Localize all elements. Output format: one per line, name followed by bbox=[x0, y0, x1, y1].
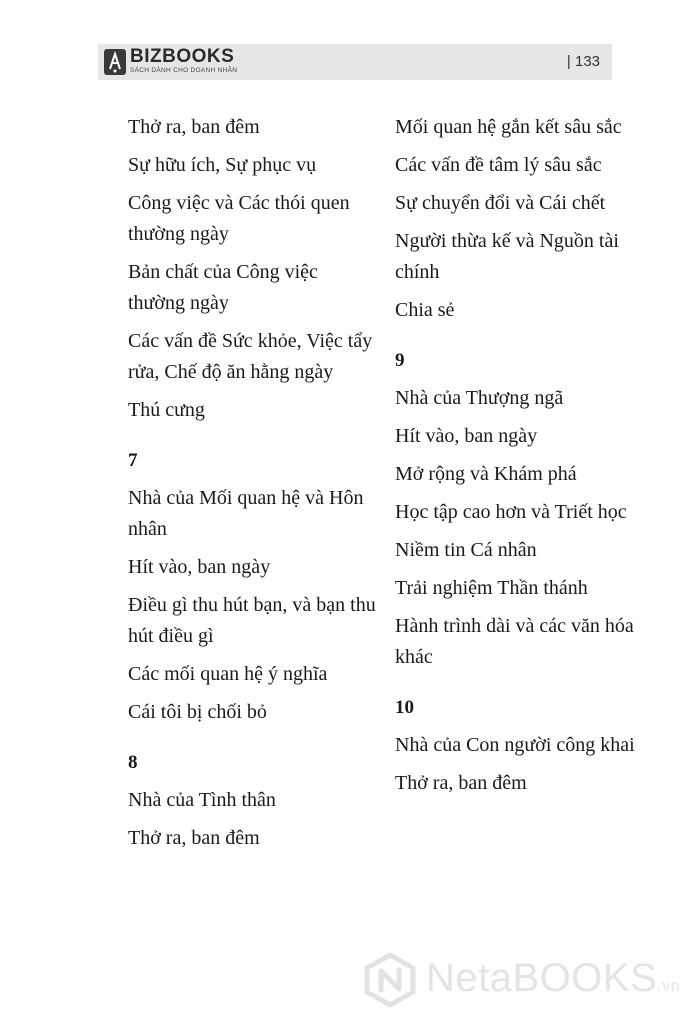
list-item: Nhà của Mối quan hệ và Hôn nhân bbox=[128, 487, 364, 540]
list-item: Thở ra, ban đêm bbox=[128, 827, 260, 849]
list-item: Hít vào, ban ngày bbox=[395, 425, 538, 447]
section-number-10: 10 bbox=[395, 697, 414, 718]
list-item: Công việc và Các thói quen thường ngày bbox=[128, 192, 350, 245]
list-item: Điều gì thu hút bạn, và bạn thu hút điều gì bbox=[128, 594, 376, 647]
list-item: Thở ra, ban đêm bbox=[395, 772, 527, 794]
section-number-7: 7 bbox=[128, 450, 138, 471]
list-item: Người thừa kế và Nguồn tài chính bbox=[395, 230, 619, 283]
list-item: Hành trình dài và các văn hóa khác bbox=[395, 615, 634, 668]
list-item: Nhà của Thượng ngã bbox=[395, 387, 564, 409]
brand-tagline: SÁCH DÀNH CHO DOANH NHÂN bbox=[130, 67, 238, 74]
list-item: Nhà của Con người công khai bbox=[395, 734, 635, 756]
watermark-text bbox=[426, 956, 680, 1009]
list-item: Thở ra, ban đêm bbox=[128, 116, 260, 138]
list-item: Chia sẻ bbox=[395, 299, 455, 321]
bizbooks-logo-icon bbox=[104, 49, 126, 75]
watermark-brand: NetaBOOKS bbox=[426, 956, 658, 1000]
list-item: Nhà của Tình thân bbox=[128, 789, 276, 811]
list-item: Mở rộng và Khám phá bbox=[395, 463, 577, 485]
list-item: Thú cưng bbox=[128, 399, 205, 421]
section-number-9: 9 bbox=[395, 350, 405, 371]
right-column bbox=[395, 112, 645, 806]
list-item: Các vấn đề tâm lý sâu sắc bbox=[395, 154, 602, 176]
list-item: Mối quan hệ gắn kết sâu sắc bbox=[395, 116, 622, 138]
netabooks-watermark bbox=[362, 950, 692, 1010]
section-number-8: 8 bbox=[128, 752, 138, 773]
list-item: Hít vào, ban ngày bbox=[128, 556, 271, 578]
page-header bbox=[98, 44, 612, 80]
list-item: Các vấn đề Sức khỏe, Việc tẩy rửa, Chế độ ăn hằng ngày bbox=[128, 330, 373, 383]
list-item: Sự chuyển đổi và Cái chết bbox=[395, 192, 606, 214]
page-number: | 133 bbox=[566, 53, 600, 70]
left-column bbox=[128, 112, 378, 861]
brand-name: BIZBOOKS bbox=[130, 46, 235, 67]
list-item: Trải nghiệm Thần thánh bbox=[395, 577, 588, 599]
list-item: Các mối quan hệ ý nghĩa bbox=[128, 663, 328, 685]
list-item: Bản chất của Công việc thường ngày bbox=[128, 261, 318, 314]
list-item: Cái tôi bị chối bỏ bbox=[128, 701, 267, 723]
list-item: Học tập cao hơn và Triết học bbox=[395, 501, 627, 523]
list-item: Niềm tin Cá nhân bbox=[395, 539, 537, 561]
list-item: Sự hữu ích, Sự phục vụ bbox=[128, 154, 317, 176]
watermark-suffix: .vn bbox=[657, 978, 681, 995]
netabooks-logo-icon bbox=[362, 952, 418, 1008]
